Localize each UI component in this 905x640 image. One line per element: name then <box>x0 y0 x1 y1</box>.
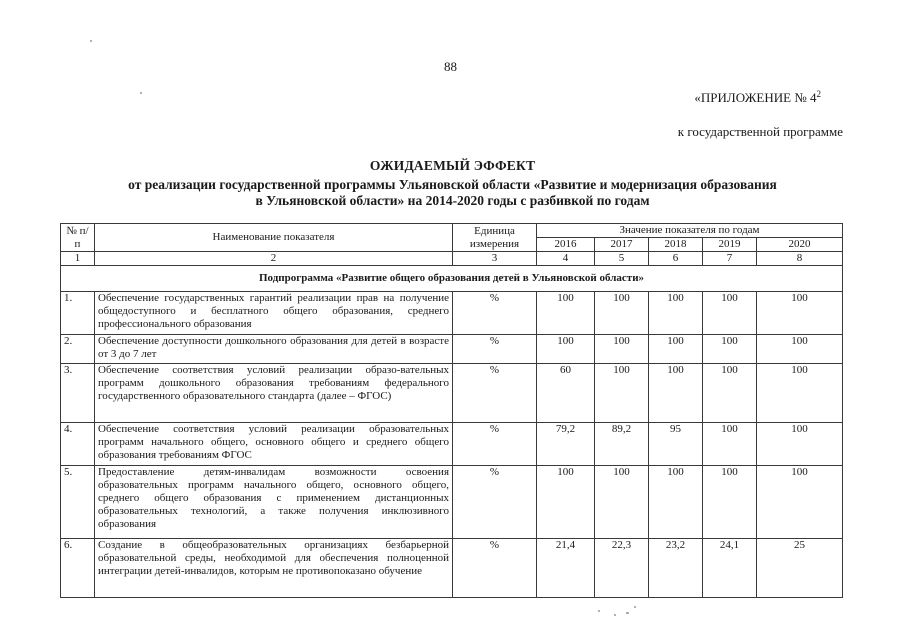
table-row <box>61 335 843 364</box>
appendix-subtitle: к государственной программе <box>677 124 843 139</box>
column-number: 6 <box>649 252 703 266</box>
row-value: 60 <box>537 364 595 423</box>
row-unit: % <box>453 466 537 539</box>
table-row <box>61 539 843 598</box>
row-value: 100 <box>595 335 649 364</box>
header-year: 2019 <box>703 238 757 252</box>
scan-speck <box>634 606 636 608</box>
row-value: 100 <box>537 466 595 539</box>
row-value: 100 <box>595 292 649 335</box>
row-value: 100 <box>703 466 757 539</box>
header-values-title: Значение показателя по годам <box>537 224 843 238</box>
row-value: 100 <box>757 466 843 539</box>
header-num: № п/п <box>61 224 95 252</box>
column-number-row <box>61 252 843 266</box>
row-value: 100 <box>703 364 757 423</box>
scan-speck <box>90 40 92 42</box>
row-value: 89,2 <box>595 423 649 466</box>
table-header-row <box>61 224 843 238</box>
row-name: Обеспечение государственных гарантий реализации прав на получение общедоступного и бесплатного общего образования, среднего профессионального образования <box>95 292 453 335</box>
row-name: Обеспечение соответствия условий реализации образовательных программ начального общего, основного общего и среднего общего образования требованиям ФГОС <box>95 423 453 466</box>
column-number: 7 <box>703 252 757 266</box>
row-unit: % <box>453 364 537 423</box>
indicator-table <box>60 223 843 598</box>
scan-speck <box>140 92 142 94</box>
row-value: 95 <box>649 423 703 466</box>
row-unit: % <box>453 292 537 335</box>
header-year: 2017 <box>595 238 649 252</box>
row-value: 100 <box>757 423 843 466</box>
row-name: Предоставление детям-инвалидам возможности освоения образовательных программ начального общего, основного общего, среднего общего образования с применением дистанционных образовательных технологий, а также получения инклюзивного образования <box>95 466 453 539</box>
subprogram-row <box>61 266 843 292</box>
scan-speck <box>626 612 629 614</box>
page-number: 88 <box>444 59 457 74</box>
row-value: 100 <box>703 335 757 364</box>
column-number: 2 <box>95 252 453 266</box>
row-value: 23,2 <box>649 539 703 598</box>
row-num: 5. <box>61 466 95 539</box>
row-unit: % <box>453 423 537 466</box>
scan-speck <box>598 610 600 612</box>
row-num: 6. <box>61 539 95 598</box>
row-value: 25 <box>757 539 843 598</box>
row-value: 100 <box>537 335 595 364</box>
document-title-line-3: в Ульяновской области» на 2014-2020 годы с разбивкой по годам <box>255 193 650 208</box>
row-num: 1. <box>61 292 95 335</box>
scan-speck <box>614 614 616 616</box>
row-unit: % <box>453 539 537 598</box>
row-value: 100 <box>757 364 843 423</box>
row-value: 100 <box>649 335 703 364</box>
row-value: 100 <box>703 292 757 335</box>
header-name: Наименование показателя <box>95 224 453 252</box>
row-value: 100 <box>537 292 595 335</box>
row-value: 100 <box>757 292 843 335</box>
row-num: 2. <box>61 335 95 364</box>
table-row <box>61 466 843 539</box>
row-unit: % <box>453 335 537 364</box>
appendix-label: «ПРИЛОЖЕНИЕ № $4^2$ <box>694 89 821 105</box>
row-num: 3. <box>61 364 95 423</box>
column-number: 5 <box>595 252 649 266</box>
row-value: 79,2 <box>537 423 595 466</box>
row-value: 22,3 <box>595 539 649 598</box>
row-num: 4. <box>61 423 95 466</box>
row-value: 100 <box>595 364 649 423</box>
row-value: 100 <box>757 335 843 364</box>
table-row <box>61 292 843 335</box>
subprogram-title: Подпрограмма «Развитие общего образования детей в Ульяновской области» <box>61 266 843 292</box>
row-value: 21,4 <box>537 539 595 598</box>
table-row <box>61 423 843 466</box>
row-value: 100 <box>649 466 703 539</box>
row-value: 100 <box>649 364 703 423</box>
row-name: Создание в общеобразовательных организациях безбарьерной образовательной среды, необходимой для обеспечения полноценной интеграции детей-инвалидов, которым не противопоказано обучение <box>95 539 453 598</box>
row-value: 24,1 <box>703 539 757 598</box>
appendix-superscript: 2 <box>816 89 821 99</box>
column-number: 1 <box>61 252 95 266</box>
row-value: 100 <box>649 292 703 335</box>
column-number: 3 <box>453 252 537 266</box>
column-number: 4 <box>537 252 595 266</box>
document-title-line-2: от реализации государственной программы Ульяновской области «Развитие и модернизация образования <box>128 177 777 192</box>
row-name: Обеспечение доступности дошкольного образования для детей в возрасте от 3 до 7 лет <box>95 335 453 364</box>
header-year: 2018 <box>649 238 703 252</box>
header-year: 2016 <box>537 238 595 252</box>
column-number: 8 <box>757 252 843 266</box>
header-unit: Единица измерения <box>453 224 537 252</box>
row-value: 100 <box>595 466 649 539</box>
document-title: ОЖИДАЕМЫЙ ЭФФЕКТ <box>369 158 536 173</box>
row-value: 100 <box>703 423 757 466</box>
table-row <box>61 364 843 423</box>
header-year: 2020 <box>757 238 843 252</box>
row-name: Обеспечение соответствия условий реализации образо-вательных программ дошкольного образования требованиям федерального государственного образовательного стандарта (далее – ФГОС) <box>95 364 453 423</box>
